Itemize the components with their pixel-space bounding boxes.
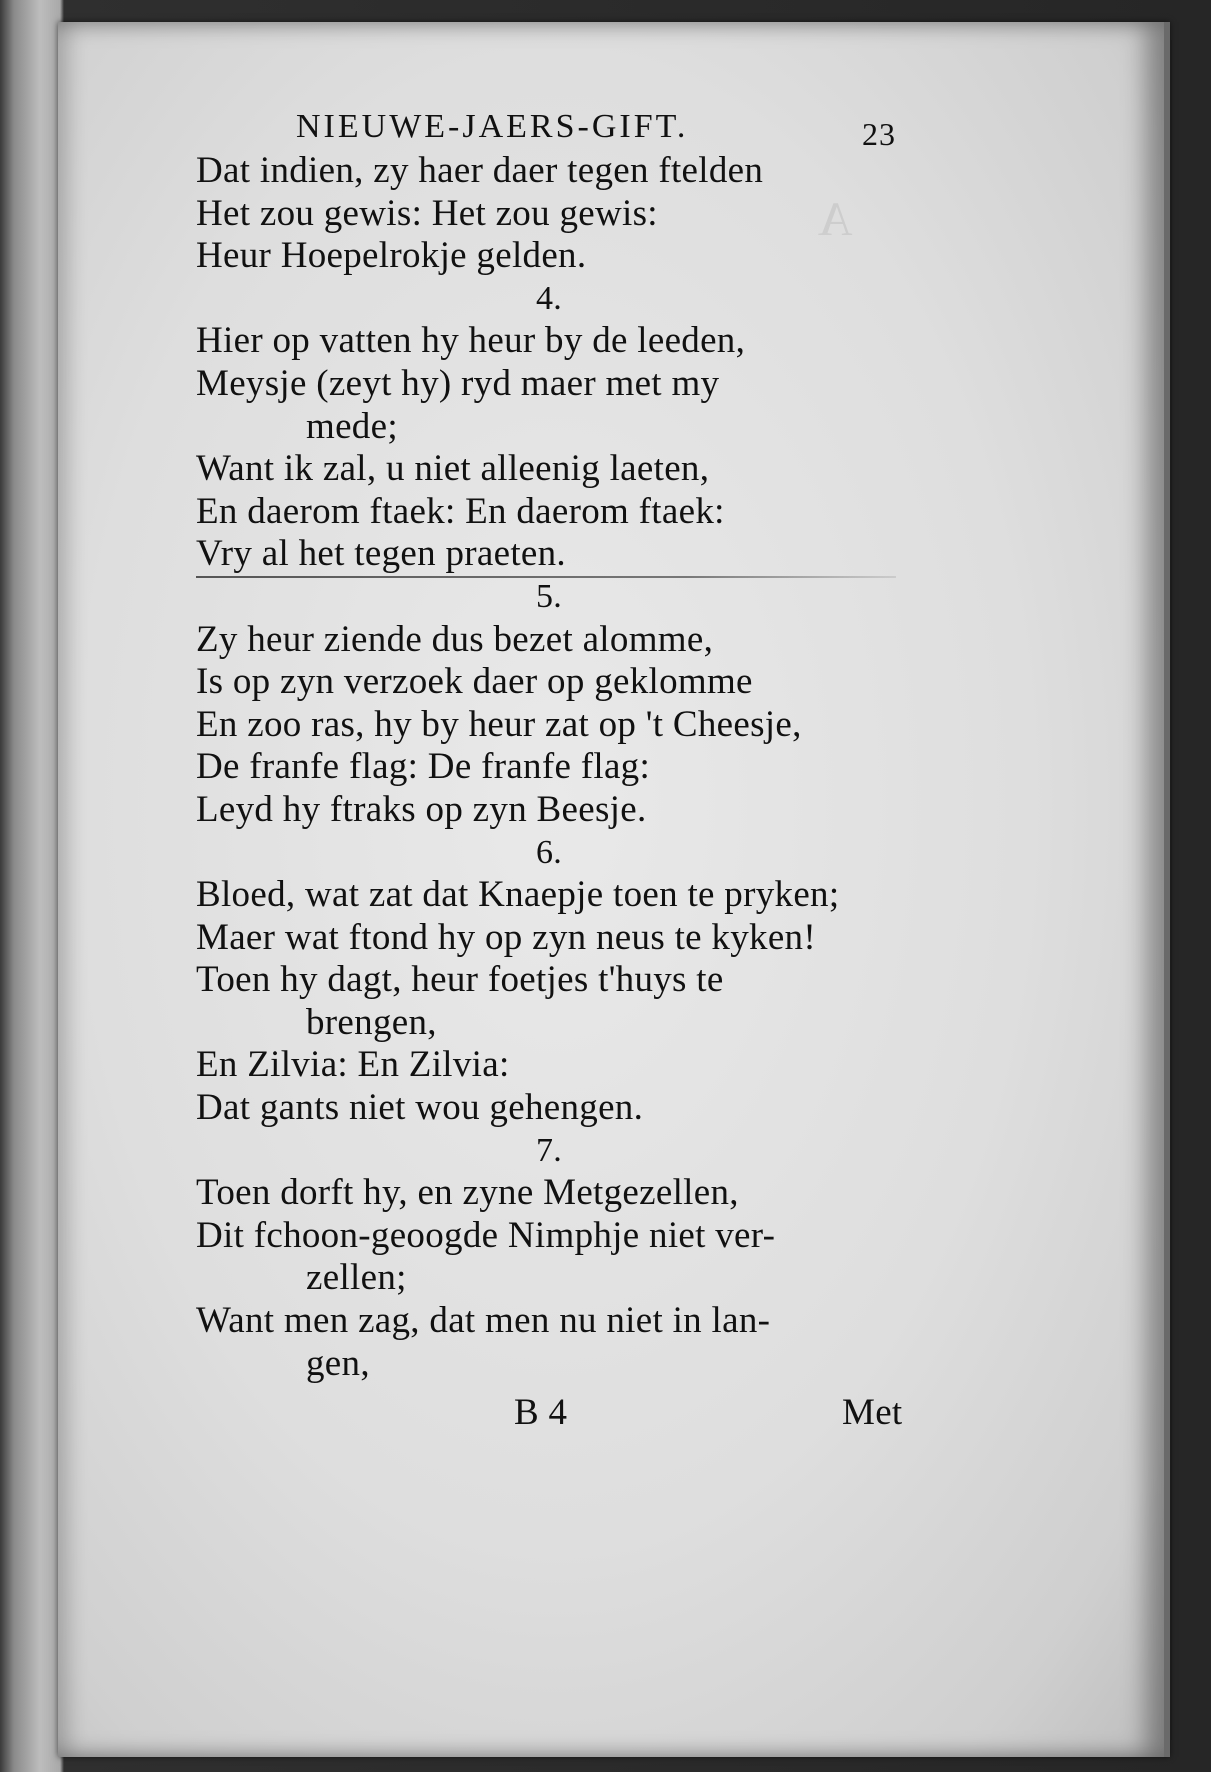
stanza-number: 4. [536, 279, 563, 317]
verse-line: Want men zag, dat men nu niet in lan- [196, 1300, 771, 1342]
verse-line: Is op zyn verzoek daer op geklomme [196, 661, 753, 703]
verse-line-continuation: zellen; [306, 1257, 407, 1299]
verse-line: En Zilvia: En Zilvia: [196, 1044, 510, 1086]
verse-line: Het zou gewis: Het zou gewis: [196, 192, 658, 234]
verse-line: Dat indien, zy haer daer tegen ftelden [196, 150, 764, 191]
verse-line: Maer wat ftond hy op zyn neus te kyken! [196, 916, 816, 958]
verse-line: Toen hy dagt, heur foetjes t'huys te [196, 959, 724, 1001]
page-footer [196, 1391, 936, 1435]
page-number: 23 [862, 116, 896, 152]
verse-line: Dat gants niet wou gehengen. [196, 1087, 644, 1129]
verse-line: Heur Hoepelrokje gelden. [196, 235, 587, 277]
page-header [196, 98, 936, 150]
verse-line: Want ik zal, u niet alleenig laeten, [196, 448, 710, 490]
signature-mark: B 4 [514, 1392, 568, 1434]
verse-line: Zy heur ziende dus bezet alomme, [196, 618, 714, 660]
verse-line-continuation: gen, [306, 1342, 370, 1384]
stanza-number: 5. [536, 577, 563, 615]
bleed-through-text: A [818, 193, 853, 246]
verse-line: Leyd hy ftraks op zyn Beesje. [196, 788, 647, 830]
stanza-number: 7. [536, 1131, 563, 1169]
verse-line: De franfe flag: De franfe flag: [196, 746, 651, 788]
stanza-number: 6. [536, 833, 563, 871]
running-title: NIEUWE-JAERS-GIFT. [296, 108, 689, 145]
verse-line: En daerom ftaek: En daerom ftaek: [196, 490, 725, 532]
verse-line: Dit fchoon-geoogde Nimphje niet ver- [196, 1214, 776, 1256]
verse-line: En zoo ras, hy by heur zat op 't Cheesje, [196, 703, 802, 745]
catchword: Met [842, 1392, 903, 1434]
verse-line: Vry al het tegen praeten. [196, 533, 566, 575]
verse-line: Bloed, wat zat dat Knaepje toen te pryken; [196, 874, 840, 916]
page-text [196, 98, 936, 1435]
verse-line-continuation: mede; [306, 405, 398, 447]
verse-line-continuation: brengen, [306, 1001, 437, 1043]
verse-line: Meysje (zeyt hy) ryd maer met my [196, 362, 720, 404]
verse-line: Hier op vatten hy heur by de leeden, [196, 320, 746, 362]
verse-line: Toen dorft hy, en zyne Metgezellen, [196, 1172, 739, 1214]
